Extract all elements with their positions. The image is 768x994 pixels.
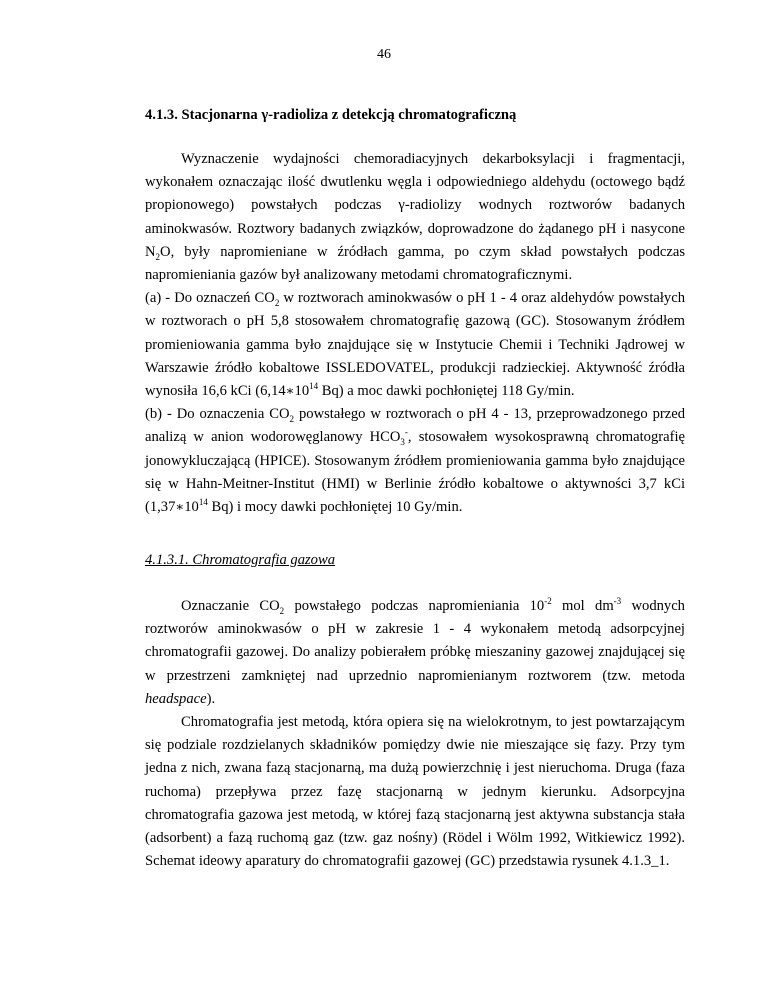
intro-paragraph: Wyznaczenie wydajności chemoradiacyjnych dekarboksylacji i fragmentacji, wykonałem oznaczając ilość dwutlenku węgla i odpowiedniego aldehydu (octowego bądź propionowego) powstałych podczas γ-radiolizy wodnych roztworów badanych aminokwasów. Roztwory badanych związków, doprowadzone do żądanego pH i nasycone $N_2O$, były napromieniane w źródłach gamma, po czym skład powstałych podczas napromieniania gazów był analizowany metodami chromatograficznymi. bbox=[145, 151, 685, 284]
paragraph-b: (b) - Do oznaczenia $CO_2$ powstałego w roztworach o pH 4 - 13, przeprowadzonego przed analizą w anion wodorowęglanowy $HCO_3^-$, stosowałem wysokosprawną chromatografię jonowykluczającą (HPICE). Stosowanym źródłem promieniowania gamma było znajdujące się w Hahn-Meitner-Institut (HMI) w Berlinie źródło kobaltowe o aktywności 3,7 kCi ($1,37∗10^{14}$ Bq) i mocy dawki pochłoniętej 10 Gy/min. bbox=[145, 406, 686, 516]
chromatography-paragraph: Chromatografia jest metodą, która opiera się na wielokrotnym, to jest powtarzającym się podziale rozdzielanych składników pomiędzy dwie nie mieszające się fazy. Przy tym jedna z nich, zwana fazą stacjonarną, ma dużą powierzchnię i jest nieruchoma. Druga (faza ruchoma) przepływa przez fazę stacjonarną w jednym kierunku. Adsorpcyjna chromatografia gazowa jest metodą, w której fazą stacjonarną jest aktywna substancja stała (adsorbent) a fazą ruchomą gaz (tzw. gaz nośny) (Rödel i Wölm 1992, Witkiewicz 1992). Schemat ideowy aparatury do chromatografii gazowej (GC) przedstawia rysunek 4.1.3_1. bbox=[145, 714, 685, 870]
subsection-heading: 4.1.3.1. Chromatografia gazowa bbox=[145, 552, 336, 568]
subsection-body bbox=[145, 595, 685, 873]
section-heading: 4.1.3. Stacjonarna γ-radioliza z detekcją chromatograficzną bbox=[145, 107, 517, 123]
paragraph-a: (a) - Do oznaczeń $CO_2$ w roztworach aminokwasów o pH 1 - 4 oraz aldehydów powstałych w roztworach o pH 5,8 stosowałem chromatografię gazową (GC). Stosowanym źródłem promieniowania gamma było znajdujące się w Instytucie Chemii i Techniki Jądrowej w Warszawie źródło kobaltowe ISSLEDOVATEL, produkcji radzieckiej. Aktywność źródła wynosiła 16,6 kCi ($6,14∗10^{14}$ Bq) a moc dawki pochłoniętej 118 Gy/min. bbox=[145, 290, 685, 400]
page-number: 46 bbox=[377, 47, 391, 62]
gc-paragraph: Oznaczanie $CO_2$ powstałego podczas napromieniania $10^{-2}$ mol $dm^{-3}$ wodnych roztworów aminokwasów o pH w zakresie 1 - 4 wykonałem metodą adsorpcyjnej chromatografii gazowej. Do analizy pobierałem próbkę mieszaniny gazowej znajdującej się w przestrzeni zamkniętej nad uprzednio napromienianym roztworem (tzw. metoda headspace). bbox=[145, 596, 685, 707]
section-body bbox=[145, 148, 685, 519]
